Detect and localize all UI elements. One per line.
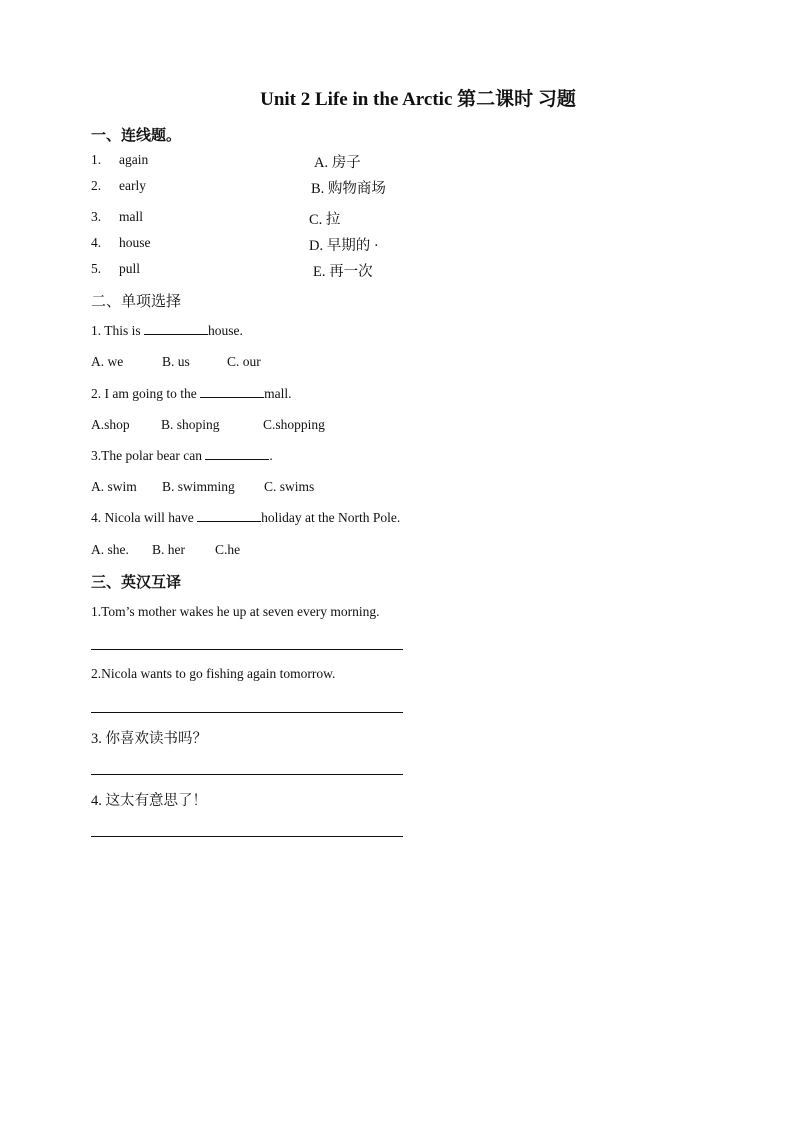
choice-a: A. we (91, 354, 124, 369)
section-heading-translation: 三、英汉互译 (91, 575, 182, 591)
question-text: 1. This is (91, 323, 145, 338)
row-number: 3. (91, 209, 102, 224)
translation-prompt: 4. 这太有意思了！ (91, 793, 207, 809)
row-number: 1. (91, 152, 102, 167)
choice-c: C.he (215, 542, 241, 557)
section-heading-matching: 一、连线题。 (91, 128, 182, 144)
question-text: 2. I am going to the (91, 386, 201, 401)
translation-prompt: 1.Tom’s mother wakes he up at seven every morning. (91, 604, 380, 619)
answer-blank (205, 448, 269, 460)
question-text-end: mall. (264, 386, 292, 401)
answer-line (91, 836, 403, 837)
choice-b: B. us (162, 354, 190, 369)
section-heading-multiple-choice: 二、单项选择 (91, 294, 182, 310)
chinese-option: E. 再一次 (313, 264, 373, 280)
choice-c: C. our (227, 354, 261, 369)
question-stem (91, 386, 291, 402)
english-word: mall (119, 209, 143, 224)
answer-line (91, 774, 403, 775)
answer-blank (197, 510, 261, 522)
choice-a: A. she. (91, 542, 129, 557)
question-stem (91, 448, 273, 464)
question-text: 4. Nicola will have (91, 510, 198, 525)
choice-a: A.shop (91, 417, 130, 432)
answer-blank (144, 323, 208, 335)
choice-c: C.shopping (263, 417, 325, 432)
question-text-end: house. (208, 323, 243, 338)
question-stem (91, 323, 243, 339)
choice-a: A. swim (91, 479, 137, 494)
english-word: again (119, 152, 149, 167)
answer-blank (200, 386, 264, 398)
chinese-option: B. 购物商场 (311, 181, 386, 197)
chinese-option: A. 房子 (314, 155, 361, 171)
choice-c: C. swims (264, 479, 315, 494)
answer-line (91, 712, 403, 713)
question-text-end: holiday at the North Pole. (261, 510, 401, 525)
choice-b: B. her (152, 542, 185, 557)
row-number: 2. (91, 178, 102, 193)
row-number: 5. (91, 261, 102, 276)
chinese-option: D. 早期的 · (309, 238, 379, 254)
question-text: 3.The polar bear can (91, 448, 206, 463)
english-word: early (119, 178, 146, 193)
english-word: house (119, 235, 151, 250)
question-text-end: . (269, 448, 273, 463)
english-word: pull (119, 261, 141, 276)
page-title: Unit 2 Life in the Arctic 第二课时 习题 (260, 89, 576, 110)
question-stem (91, 510, 400, 526)
choice-b: B. shoping (161, 417, 220, 432)
translation-prompt: 3. 你喜欢读书吗？ (91, 731, 207, 747)
answer-line (91, 649, 403, 650)
choice-b: B. swimming (162, 479, 235, 494)
row-number: 4. (91, 235, 102, 250)
translation-prompt: 2.Nicola wants to go fishing again tomorrow. (91, 666, 336, 681)
chinese-option: C. 拉 (309, 212, 341, 228)
